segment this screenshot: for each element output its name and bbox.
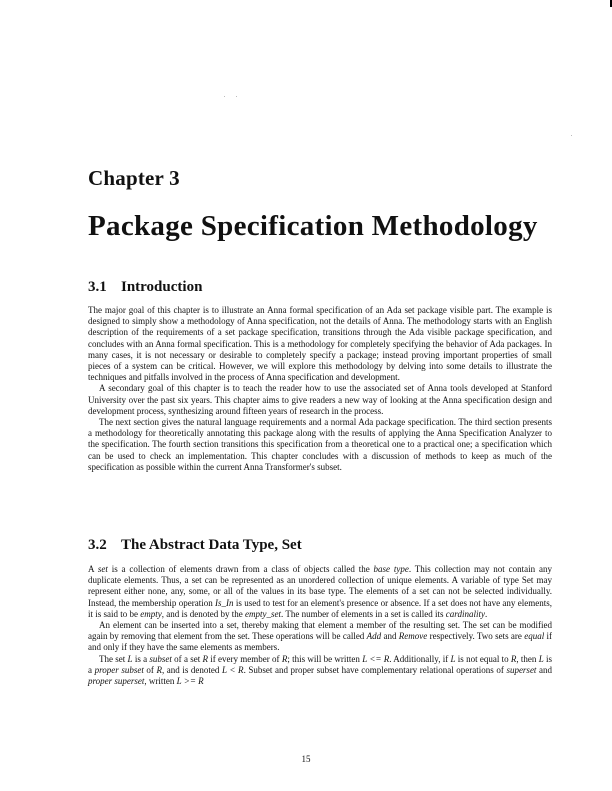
term: R [156, 664, 162, 675]
scan-speck [224, 96, 225, 97]
paragraph: A secondary goal of this chapter is to teach the reader how to use the associated set of Anna tools developed at Stanford University over the past six years. This chapter aims to give readers a new way of looking at the Anna specification design and development process, synthesizing around fifteen years of research in the process. [88, 383, 552, 416]
scan-speck [236, 96, 237, 97]
term: equal [524, 631, 545, 642]
section-heading-introduction [88, 279, 202, 296]
section-title: Introduction [121, 279, 203, 295]
paragraph: A set is a collection of elements drawn from a class of objects called the base type. This collection may not contain any duplicate elements. Thus, a set can be represented as an unordered collection of unique elements. A variable of type Set may represent either none, any, some, or all of the values in its base type. The elements of a set can not be selected individually. Instead, the membership operation Is_In is used to test for an element's presence or absence. If a set does not have any elements, it is said to be empty, and is denoted by the empty_set. The number of elements in a set is called its cardinality. [88, 564, 552, 619]
chapter-label: Chapter 3 [88, 166, 180, 190]
paragraph: An element can be inserted into a set, thereby making that element a member of the resulting set. The set can be modified again by removing that element from the set. These operations will be called Add and Remove respectively. Two sets are equal if and only if they have the same elements as members. [88, 620, 553, 653]
section-number: 3.2 [88, 537, 107, 553]
term: proper subset [94, 664, 144, 675]
page-number: 15 [301, 754, 311, 764]
term: R [281, 653, 288, 664]
term: cardinality [445, 608, 485, 619]
term: subset [149, 653, 172, 664]
section-title: The Abstract Data Type, Set [121, 537, 302, 553]
term: base type [373, 564, 409, 574]
term: proper superset [88, 676, 145, 687]
term: L < R [222, 664, 244, 675]
term: Remove [398, 631, 428, 642]
term: empty_set [244, 608, 281, 619]
chapter-title: Package Specification Methodology [88, 210, 538, 242]
term: R [510, 653, 517, 664]
term: R [202, 653, 208, 664]
term: L >= R [176, 676, 204, 687]
term: L [450, 653, 456, 664]
term: superset [506, 664, 537, 675]
term: L [538, 653, 544, 664]
scan-speck [571, 135, 572, 136]
paragraph: The major goal of this chapter is to illustrate an Anna formal specification of an Ada set package visible part. The example is designed to simply show a methodology of Anna specification, not the details of Anna. The methodology starts with an English description of the requirements of a set package specification, transitions through the Ada visible package specification, and concludes with an Anna formal specification. This is a methodology for completely specifying the behavior of Ada packages. In many cases, it is not necessary or desirable to completely specify a package; instead proving important properties of small pieces of a system can be critical. However, we will explore this methodology by delving into some details to illustrate the techniques and pitfalls involved in the process of Anna specification and development. [88, 305, 552, 383]
term: empty [140, 608, 162, 619]
term: Is_In [215, 597, 234, 608]
term: L [127, 653, 133, 664]
term: Add [366, 631, 382, 642]
section-number: 3.1 [88, 279, 107, 295]
term: L <= R [362, 653, 390, 664]
section-heading-abstract-data-type [88, 537, 302, 554]
paragraph: The next section gives the natural language requirements and a normal Ada package specification. The third section presents a methodology for theoretically annotating this package along with the results of applying the Anna Specification Analyzer to the specification. The fourth section transitions this specification from a theoretical one to a practical one; a specification which can be used to check an implementation. This chapter concludes with a discussion of methods to keep as much of the specification as possible within the current Anna Transformer's subset. [88, 417, 552, 472]
section-body-introduction [88, 305, 552, 473]
paragraph: The set L is a subset of a set R if every member of R; this will be written L <= R. Additionally, if L is not equal to R, then L is a proper subset of R, and is denoted L < R. Subset and proper subset have complementary relational operations of superset and proper superset, written L >= R [88, 653, 553, 687]
section-body-abstract-data-type [88, 564, 552, 687]
term: set [97, 564, 108, 574]
